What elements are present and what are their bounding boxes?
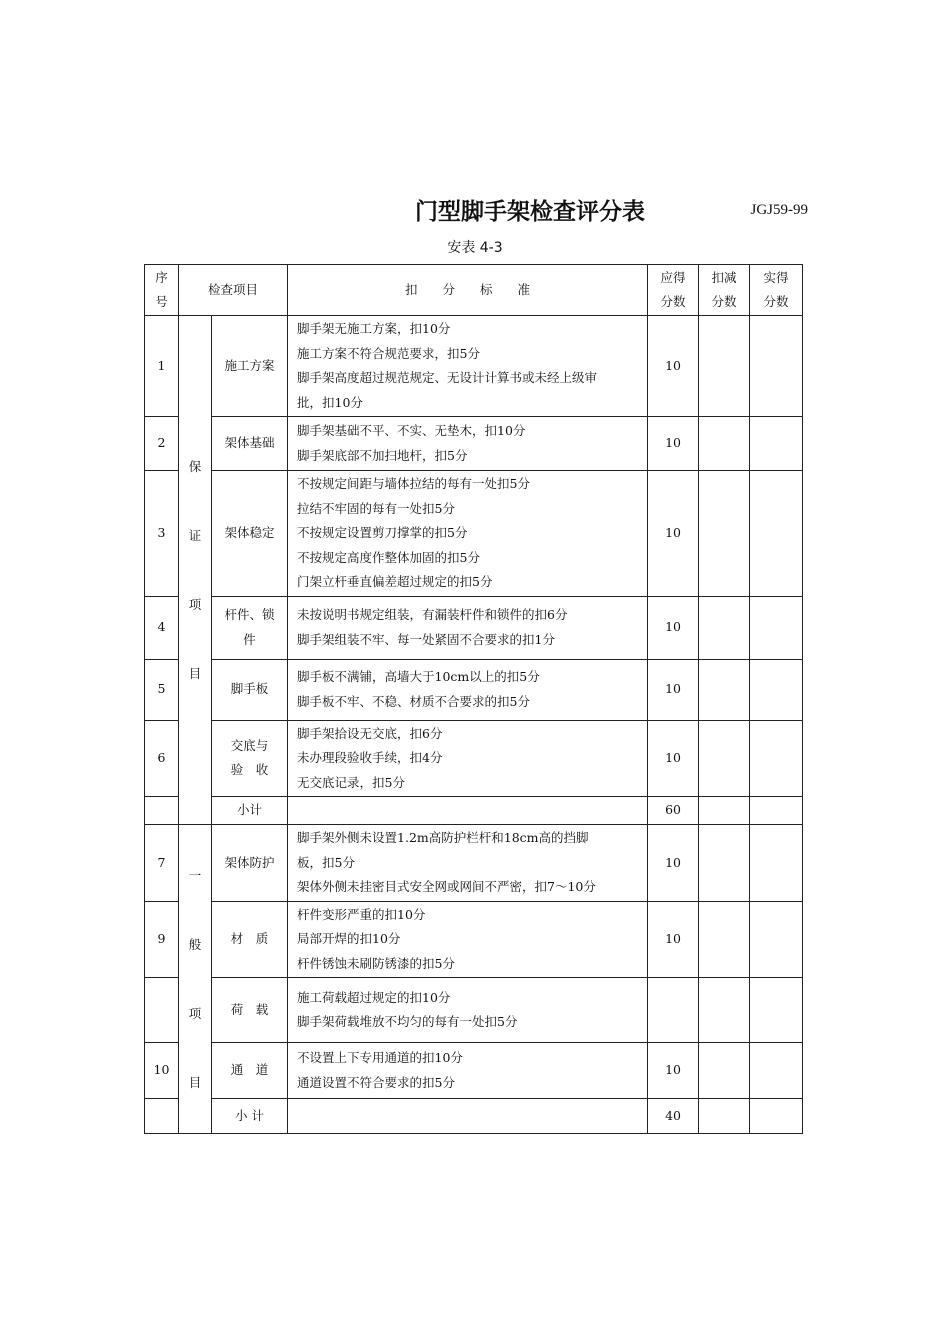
row-actual-score [750,1099,803,1134]
table-number: 安表 4-3 [447,240,503,256]
row-item: 材 质 [212,901,288,978]
subtotal-label: 小计 [212,797,288,825]
page-title: 门型脚手架检查评分表 [415,199,645,225]
row-actual-score [750,720,803,797]
table-row [145,720,803,797]
row-item: 施工方案 [212,316,288,417]
row-deduct-score [699,1043,750,1099]
table-row [145,901,803,978]
row-standard [288,1099,648,1134]
subtotal-row [145,1099,803,1134]
row-standard: 脚手架拾设无交底，扣6分 未办理段验收手续，扣4分 无交底记录，扣5分 [288,720,648,797]
table-row [145,596,803,659]
row-actual-score [750,825,803,902]
row-deduct-score [699,659,750,720]
row-seq: 2 [145,417,179,471]
row-standard: 杆件变形严重的扣10分 局部开焊的扣10分 杆件锈蚀未刷防锈漆的扣5分 [288,901,648,978]
table-row [145,978,803,1043]
row-deduct-score [699,417,750,471]
row-should-score: 10 [648,825,699,902]
row-item: 脚手板 [212,659,288,720]
table-row [145,825,803,902]
row-deduct-score [699,316,750,417]
table-row [145,316,803,417]
header-should-score: 应得 分数 [648,265,699,316]
row-item: 交底与 验 收 [212,720,288,797]
row-actual-score [750,1043,803,1099]
header-row [145,265,803,316]
row-standard: 不设置上下专用通道的扣10分 通道设置不符合要求的扣5分 [288,1043,648,1099]
row-seq: 3 [145,471,179,597]
row-actual-score [750,797,803,825]
row-actual-score [750,659,803,720]
row-actual-score [750,417,803,471]
row-actual-score [750,901,803,978]
row-deduct-score [699,825,750,902]
row-should-score: 10 [648,417,699,471]
row-should-score: 10 [648,596,699,659]
row-actual-score [750,596,803,659]
row-should-score: 10 [648,471,699,597]
row-seq [145,797,179,825]
row-standard: 脚手板不满铺，高墙大于10cm以上的扣5分 脚手板不牢、不稳、材质不合要求的扣5分 [288,659,648,720]
group-general: 一 般 项 目 [179,825,212,1134]
row-item: 架体稳定 [212,471,288,597]
row-deduct-score [699,471,750,597]
row-seq: 10 [145,1043,179,1099]
row-deduct-score [699,596,750,659]
table-row [145,1043,803,1099]
header-item: 检查项目 [179,265,288,316]
row-deduct-score [699,978,750,1043]
row-item: 架体防护 [212,825,288,902]
row-actual-score [750,316,803,417]
subtotal-score: 60 [648,797,699,825]
subtotal-label: 小 计 [212,1099,288,1134]
standard-code: JGJ59-99 [750,202,808,218]
row-should-score: 10 [648,659,699,720]
row-should-score: 10 [648,901,699,978]
row-should-score: 10 [648,720,699,797]
row-standard: 施工荷载超过规定的扣10分 脚手架荷载堆放不均匀的每有一处扣5分 [288,978,648,1043]
row-seq: 1 [145,316,179,417]
row-standard: 不按规定间距与墙体拉结的每有一处扣5分 拉结不牢固的每有一处扣5分 不按规定设置剪刀撑掌的扣5分 不按规定高度作整体加固的扣5分 门架立杆垂直偏差超过规定的扣5分 [288,471,648,597]
row-standard [288,797,648,825]
row-actual-score [750,471,803,597]
row-standard: 脚手架外侧未设置1.2m高防护栏杆和18cm高的挡脚 板，扣5分 架体外侧未挂密目式安全网或网间不严密，扣7～10分 [288,825,648,902]
row-seq: 6 [145,720,179,797]
row-actual-score [750,978,803,1043]
row-deduct-score [699,1099,750,1134]
subtotal-row [145,797,803,825]
row-deduct-score [699,901,750,978]
row-seq: 9 [145,901,179,978]
header-standard: 扣 分 标 准 [288,265,648,316]
row-seq: 4 [145,596,179,659]
row-should-score: 10 [648,1043,699,1099]
row-should-score [648,978,699,1043]
row-standard: 脚手架无施工方案，扣10分 施工方案不符合规范要求，扣5分 脚手架高度超过规范规定、无设计计算书或未经上级审 批，扣10分 [288,316,648,417]
score-table [144,264,803,1134]
row-item: 通 道 [212,1043,288,1099]
row-seq: 5 [145,659,179,720]
header-actual-score: 实得 分数 [750,265,803,316]
row-item: 架体基础 [212,417,288,471]
row-item: 杆件、锁 件 [212,596,288,659]
table-row [145,417,803,471]
row-seq [145,1099,179,1134]
row-deduct-score [699,720,750,797]
row-should-score: 10 [648,316,699,417]
group-guarantee: 保 证 项 目 [179,316,212,825]
table-row [145,471,803,597]
row-seq: 7 [145,825,179,902]
table-row [145,659,803,720]
row-standard: 脚手架基础不平、不实、无垫木，扣10分 脚手架底部不加扫地杆，扣5分 [288,417,648,471]
row-seq [145,978,179,1043]
header-deduct-score: 扣减 分数 [699,265,750,316]
row-item: 荷 载 [212,978,288,1043]
row-standard: 未按说明书规定组装，有漏装杆件和锁件的扣6分 脚手架组装不牢、每一处紧固不合要求的扣1分 [288,596,648,659]
row-deduct-score [699,797,750,825]
subtotal-score: 40 [648,1099,699,1134]
header-seq: 序 号 [145,265,179,316]
